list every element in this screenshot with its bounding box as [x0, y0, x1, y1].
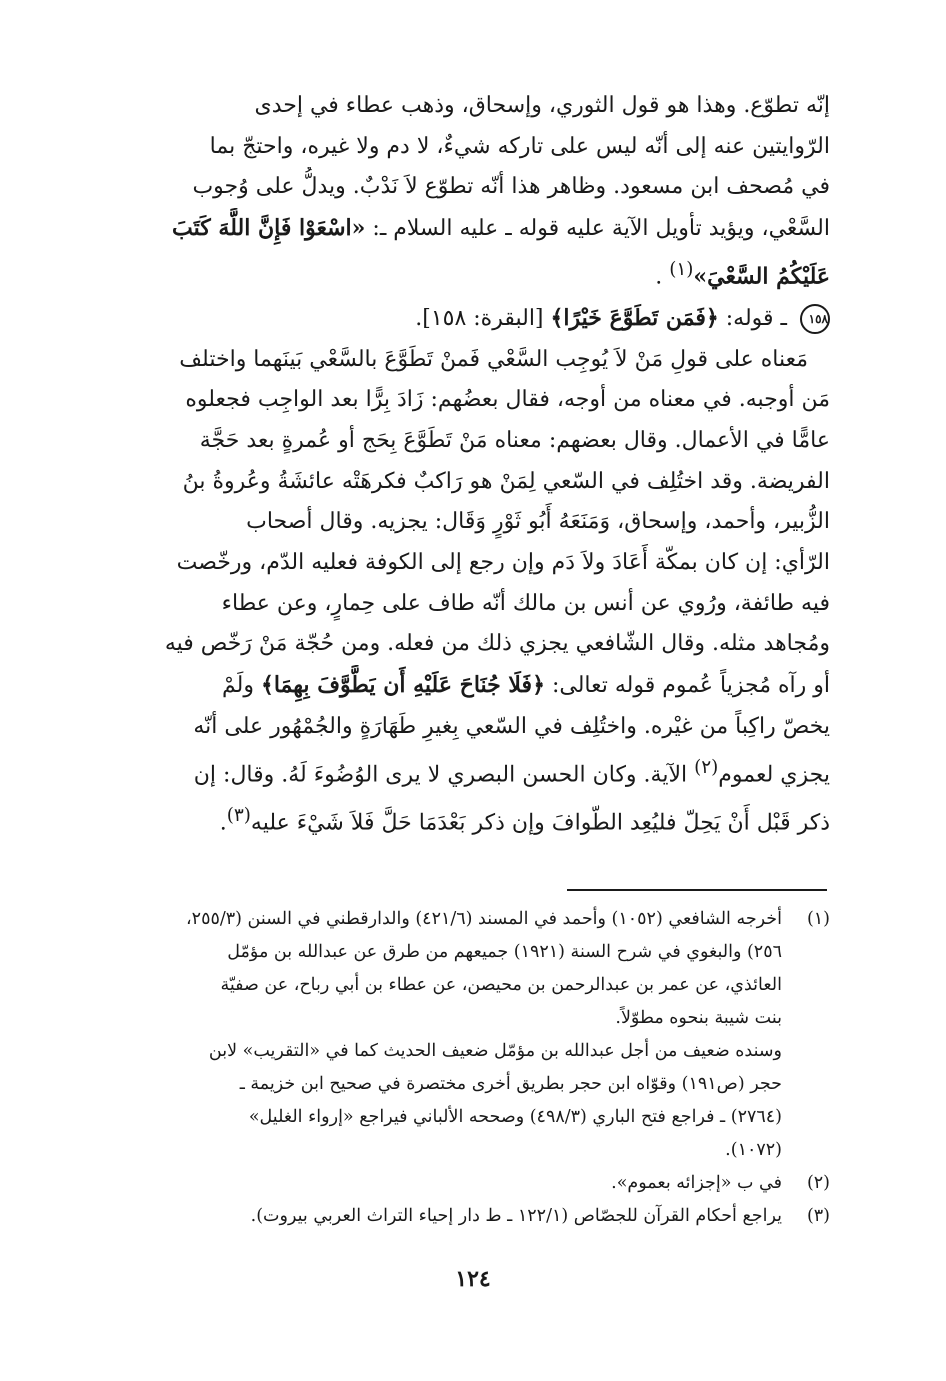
footnote-line: (١٠٧٢).	[725, 1140, 782, 1160]
footnote-number: (٣)	[806, 1206, 830, 1226]
text-line: عامًّا في الأعمال. وقال بعضهم: معناه مَنْ تَطَوَّعَ بِحَج أو عُمرةٍ بعد حَجَّة	[199, 427, 830, 453]
paragraph-2	[72, 340, 830, 844]
verse-reference: [البقرة: ١٥٨].	[415, 305, 544, 331]
footnote-ref-2[interactable]: (٢)	[694, 756, 719, 778]
text-line: مَعناه على قولِ مَنْ لاَ يُوجِب السَّعْي فَمنْ تَطَوَّعَ بالسَّعْي بَينَهما واختلف	[179, 346, 808, 372]
quran-verse-2: ﴿فَلَا جُنَاحَ عَلَيْهِ أَن يَطَّوَّفَ بِهِمَا﴾	[260, 672, 545, 699]
footnote-number: (١)	[806, 909, 830, 929]
text-line: ومُجاهد مثله. وقال الشّافعي يجزي ذلك من فعله. ومن حُجّة مَنْ رَخّص فيه	[164, 631, 830, 657]
footnote-line: يراجع أحكام القرآن للجصّاص (١٢٢/١ ـ ط دار إحياء التراث العربي بيروت).	[250, 1206, 782, 1226]
footnote-body	[72, 1200, 782, 1233]
verse-intro: ـ قوله:	[725, 305, 787, 331]
main-text	[72, 86, 830, 844]
footnote-line: بنت شيبة بنحوه مطوّلاً.	[615, 1008, 782, 1028]
footnote-line: (٢٧٦٤) ـ فراجع فتح الباري (٤٩٨/٣) وصححه الألباني فيراجع «إرواء الغليل»	[248, 1107, 782, 1127]
text-line-with-fn3	[72, 796, 830, 844]
text-line-hadith-end	[72, 250, 830, 298]
text-line-with-fn2	[72, 748, 830, 796]
footnote-line: العائذي، عن عمر بن عبدالرحمن بن محيصن، عن عطاء بن أبي رباح، عن صفيّة	[220, 975, 782, 995]
footnote-1	[72, 903, 830, 1167]
text-line-with-hadith	[72, 208, 830, 250]
verse-number-marker: ١٥٨	[800, 304, 830, 334]
text-line: في مُصحف ابن مسعود. وظاهر هذا أنّه تطوّع لاَ نَدْبٌ. ويدلُّ على وُجوب	[192, 174, 830, 200]
footnote-line: حجر (ص١٩١) وقوّاه ابن حجر بطريق أخرى مختصرة في صحيح ابن خزيمة ـ	[239, 1074, 782, 1094]
footnote-body	[72, 903, 782, 1167]
text-segment: ذكر قَبْل أَنْ يَحِلّ فليُعِد الطّوافَ وإن ذكر بَعْدَمَا حَلَّ فَلاَ شَيْءَ عليه	[250, 809, 830, 835]
footnote-divider	[567, 889, 827, 891]
footnote-number: (٢)	[806, 1173, 830, 1193]
text-segment: الآية. وكان الحسن البصري لا يرى الوُضُوءَ لَهُ. وقال: إن	[193, 761, 688, 787]
footnote-3	[72, 1200, 830, 1233]
text-line: يخصّ راكِباً من غيْره. واختُلِف في السّعي بِغيرِ طَهَارَةٍ والجُمْهُور على أنّه	[193, 713, 830, 739]
text-segment: يجزي لعموم	[718, 761, 830, 787]
quran-verse: ﴿فَمَن تَطَوَّعَ خَيْرًا﴾	[550, 304, 719, 331]
text-segment: أو رآه مُجزياً عُموم قوله تعالى:	[551, 673, 830, 699]
footnote-ref-1[interactable]: (١)	[669, 258, 694, 280]
page-number: ١٢٤	[455, 1266, 491, 1292]
footnotes-section	[72, 903, 830, 1233]
verse-heading-line	[72, 298, 830, 340]
footnote-2	[72, 1167, 830, 1200]
hadith-quote-start: «اسْعَوْا فَإِنَّ اللَّهَ كَتَبَ	[172, 215, 366, 242]
verse-heading	[72, 298, 830, 340]
text-line: فيه طائفة، ورُوي عن أنس بن مالك أنّه طاف على حِمارٍ، وعن عطاء	[221, 590, 830, 616]
footnote-line: ٢٥٦) والبغوي في شرح السنة (١٩٢١) جميعهم من طرق عن عبدالله بن مؤمّل	[227, 942, 782, 962]
text-segment: .	[655, 264, 663, 290]
footnote-line: وسنده ضعيف من أجل عبدالله بن مؤمّل ضعيف الحديث كما في «التقريب» لابن	[208, 1041, 782, 1061]
text-segment: .	[219, 809, 227, 835]
footnote-ref-3[interactable]: (٣)	[226, 804, 251, 826]
text-line: الفريضة. وقد اختُلِف في السّعي لِمَنْ هو رَاكبٌ فكرهَتْه عائشَةُ وعُروةُ بنُ	[182, 468, 830, 494]
text-line: الرّأي: إن كان بمكّة أَعَادَ ولاَ دَم وإن رجع إلى الكوفة فعليه الدّم، ورخّصت	[176, 550, 830, 576]
text-line-with-verse	[72, 665, 830, 707]
text-segment: السَّعْي، ويؤيد تأويل الآية عليه قوله ـ عليه السلام ـ:	[372, 216, 830, 242]
footnote-line: أخرجه الشافعي (١٠٥٢) وأحمد في المسند (٤٢١/٦) والدارقطني في السنن (٢٥٥/٣،	[186, 909, 782, 929]
footnote-body	[72, 1167, 782, 1200]
text-segment: ولَمْ	[221, 673, 254, 699]
text-line: الزُّبير، وأحمد، وإسحاق، وَمَنَعَهُ أَبُو ثَوْرٍ وَقَال: يجزيه. وقال أصحاب	[246, 509, 830, 535]
text-line: الرّوايتين عنه إلى أنّه ليس على تاركه شيءٌ، لا دم ولا غيره، واحتجّ بما	[209, 133, 830, 159]
footnote-line: في ب «إجزائه بعموم».	[611, 1173, 782, 1193]
paragraph-1	[72, 86, 830, 298]
text-line: إنّه تطوّع. وهذا هو قول الثوري، وإسحاق، وذهب عطاء في إحدى	[254, 93, 830, 118]
text-line: مَن أوجبه. في معناه من أوجه، فقال بعضُهم: زَادَ بِرًّا بعد الواجِب فجعلوه	[185, 387, 830, 413]
hadith-quote-end: عَلَيْكُمُ السَّعْيَ»	[693, 263, 830, 290]
